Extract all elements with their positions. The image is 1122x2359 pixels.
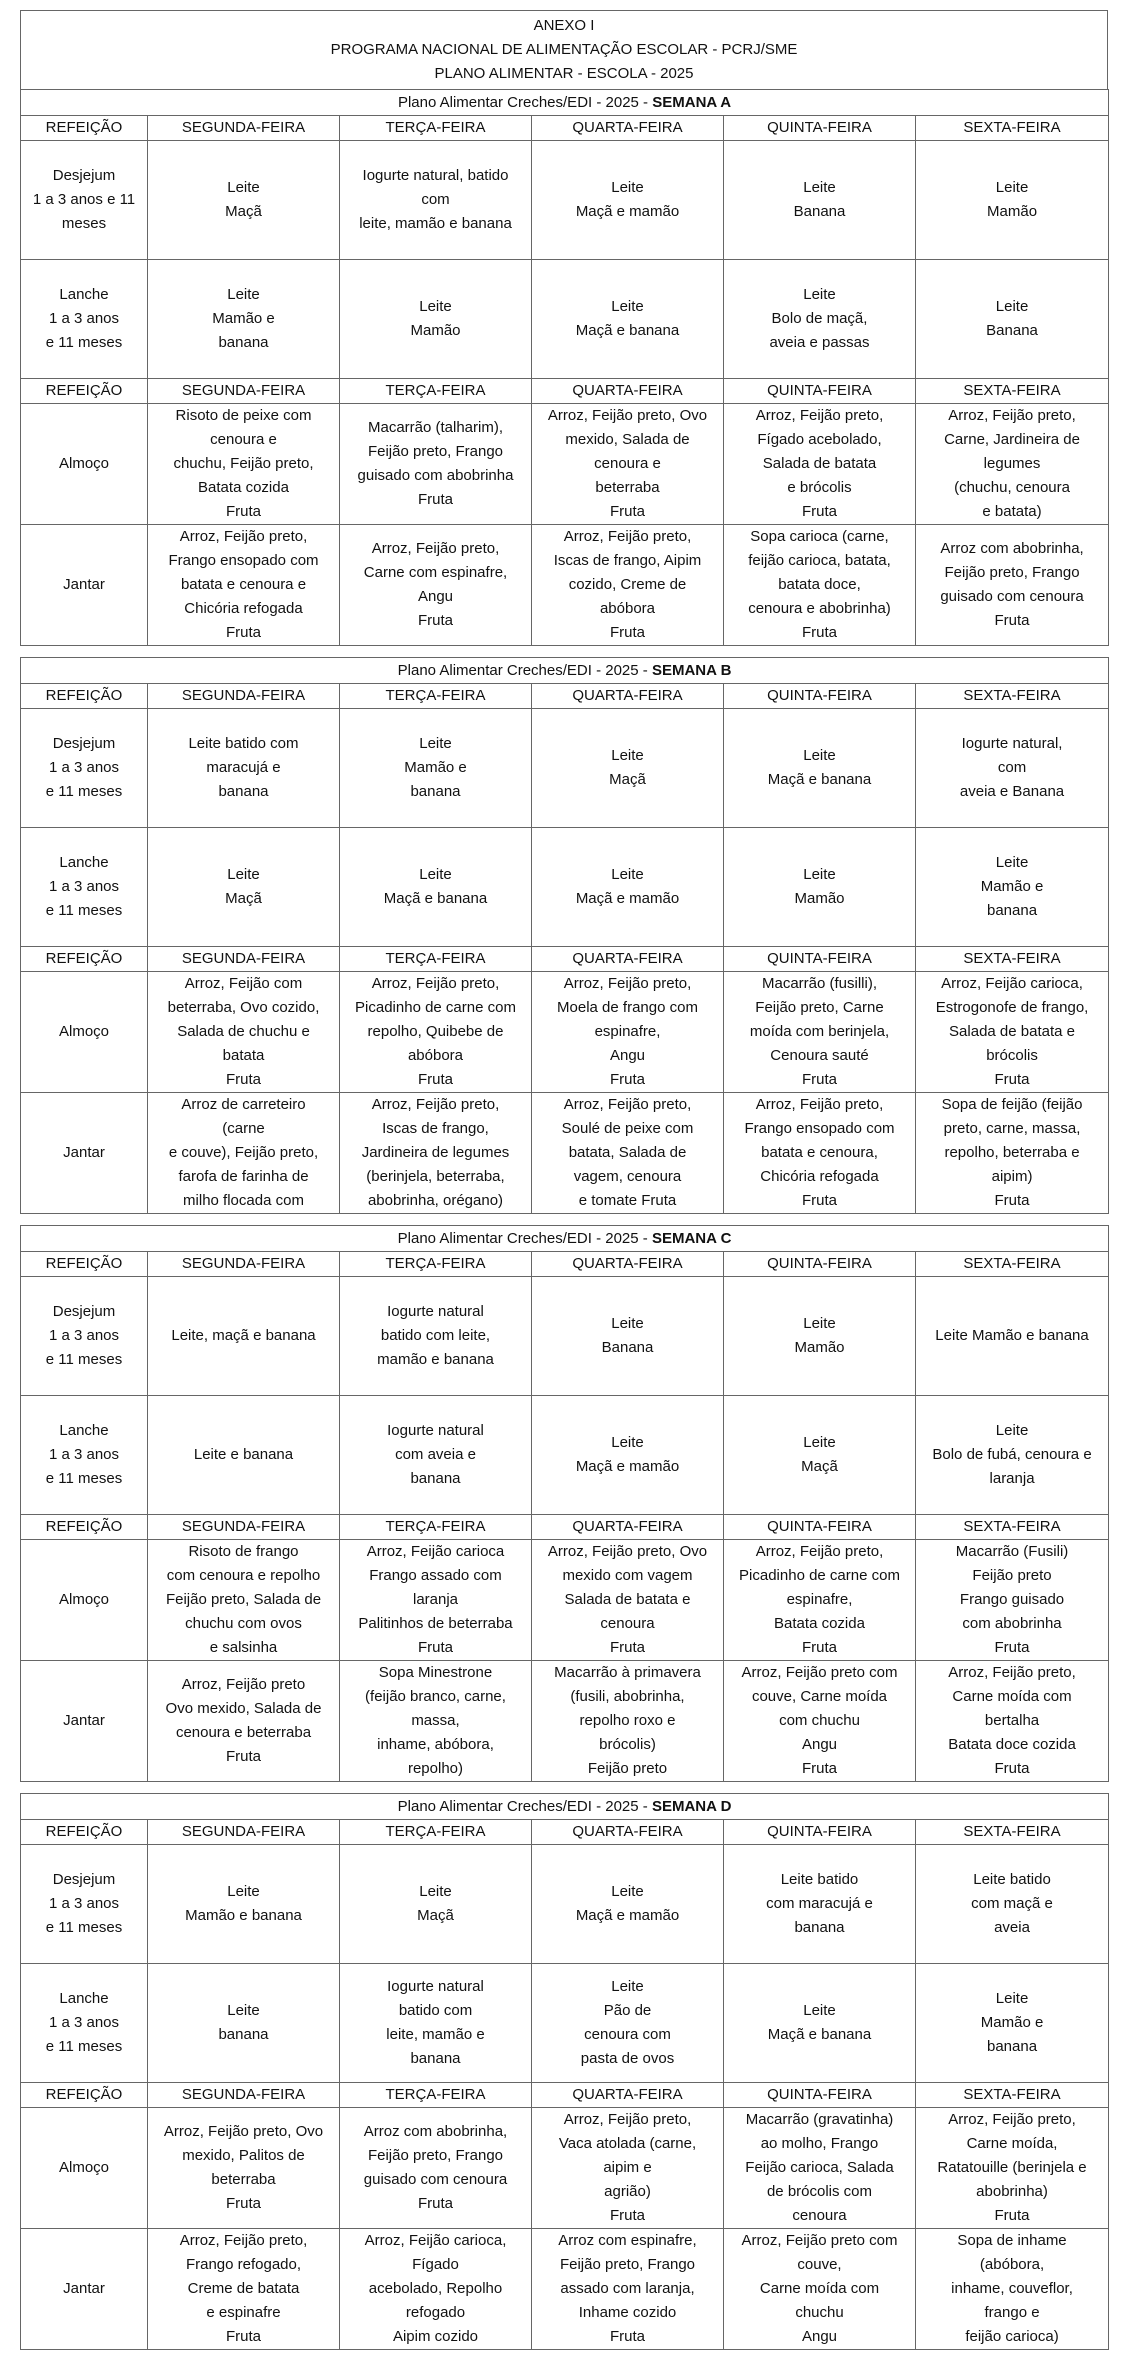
week-gap — [20, 646, 1108, 657]
meal-cell: Arroz, Feijão preto, Iscas de frango, Aipim cozido, Creme de abóbora Fruta — [532, 525, 724, 646]
column-header-refeicao: REFEIÇÃO — [21, 1252, 148, 1277]
meal-name: Desjejum 1 a 3 anos e 11 meses — [21, 1277, 148, 1396]
meal-cell: Arroz, Feijão preto, Ovo mexido, Palitos de beterraba Fruta — [148, 2108, 340, 2229]
week-title-row — [21, 658, 1109, 684]
column-header-refeicao: REFEIÇÃO — [21, 116, 148, 141]
meal-cell: Arroz, Feijão preto, Carne moída com bertalha Batata doce cozida Fruta — [916, 1661, 1109, 1782]
meal-name: Lanche 1 a 3 anos e 11 meses — [21, 828, 148, 947]
meal-cell: Sopa carioca (carne, feijão carioca, batata, batata doce, cenoura e abobrinha) Fruta — [724, 525, 916, 646]
column-header-day: QUARTA-FEIRA — [532, 1252, 724, 1277]
meal-cell: Macarrão (fusilli), Feijão preto, Carne moída com berinjela, Cenoura sauté Fruta — [724, 972, 916, 1093]
meal-name: Desjejum 1 a 3 anos e 11 meses — [21, 709, 148, 828]
column-header-day: SEGUNDA-FEIRA — [148, 684, 340, 709]
meal-name: Lanche 1 a 3 anos e 11 meses — [21, 1396, 148, 1515]
meal-cell: Leite Mamão — [724, 1277, 916, 1396]
meal-cell: Leite e banana — [148, 1396, 340, 1515]
column-header-day: SEXTA-FEIRA — [916, 684, 1109, 709]
meal-cell: Leite Bolo de maçã, aveia e passas — [724, 260, 916, 379]
meal-cell: Leite Mamão e banana — [916, 1964, 1109, 2083]
meal-row — [21, 1093, 1109, 1214]
meal-cell: Arroz, Feijão preto, Moela de frango com espinafre, Angu Fruta — [532, 972, 724, 1093]
meal-row — [21, 141, 1109, 260]
week-title-label: SEMANA B — [651, 662, 732, 679]
meal-row — [21, 709, 1109, 828]
column-header-day: TERÇA-FEIRA — [340, 947, 532, 972]
meal-cell: Leite banana — [148, 1964, 340, 2083]
meal-cell: Arroz, Feijão preto, Ovo mexido com vagem Salada de batata e cenoura Fruta — [532, 1540, 724, 1661]
meal-cell: Leite Banana — [532, 1277, 724, 1396]
column-header-day: QUINTA-FEIRA — [724, 1820, 916, 1845]
meal-cell: Leite Maçã — [532, 709, 724, 828]
week-title-row — [21, 90, 1109, 116]
meal-cell: Leite Mamão — [916, 141, 1109, 260]
column-header-day: QUINTA-FEIRA — [724, 379, 916, 404]
weeks-container — [20, 89, 1108, 2350]
meal-cell: Leite batido com maracujá e banana — [724, 1845, 916, 1964]
meal-cell: Leite Maçã e banana — [724, 1964, 916, 2083]
week-table — [20, 1793, 1109, 2350]
column-header-day: SEGUNDA-FEIRA — [148, 1820, 340, 1845]
meal-cell: Leite Maçã e mamão — [532, 141, 724, 260]
column-header-day: QUINTA-FEIRA — [724, 1252, 916, 1277]
meal-cell: Leite Maçã e mamão — [532, 1396, 724, 1515]
meal-cell: Leite Mamão e banana — [340, 709, 532, 828]
meal-cell: Arroz, Feijão preto, Carne moída, Ratatouille (berinjela e abobrinha) Fruta — [916, 2108, 1109, 2229]
meal-cell: Leite batido com maçã e aveia — [916, 1845, 1109, 1964]
meal-row — [21, 1396, 1109, 1515]
meal-name: Almoço — [21, 404, 148, 525]
meal-name: Desjejum 1 a 3 anos e 11 meses — [21, 141, 148, 260]
meal-cell: Arroz, Feijão preto Ovo mexido, Salada de cenoura e beterraba Fruta — [148, 1661, 340, 1782]
meal-cell: Leite, maçã e banana — [148, 1277, 340, 1396]
meal-cell: Arroz, Feijão preto, Picadinho de carne com espinafre, Batata cozida Fruta — [724, 1540, 916, 1661]
column-header-day: SEXTA-FEIRA — [916, 116, 1109, 141]
meal-name: Almoço — [21, 972, 148, 1093]
meal-row — [21, 2108, 1109, 2229]
meal-cell: Risoto de peixe com cenoura e chuchu, Feijão preto, Batata cozida Fruta — [148, 404, 340, 525]
column-header-day: SEGUNDA-FEIRA — [148, 2083, 340, 2108]
meal-cell: Iogurte natural batido com leite, mamão e banana — [340, 1277, 532, 1396]
meal-cell: Macarrão à primavera (fusili, abobrinha, repolho roxo e brócolis) Feijão preto — [532, 1661, 724, 1782]
meal-cell: Leite Maçã — [724, 1396, 916, 1515]
week-title — [21, 90, 1109, 116]
meal-cell: Arroz, Feijão preto, Frango refogado, Creme de batata e espinafre Fruta — [148, 2229, 340, 2350]
column-header-day: SEGUNDA-FEIRA — [148, 116, 340, 141]
meal-name: Jantar — [21, 1093, 148, 1214]
week-gap — [20, 1782, 1108, 1793]
week-title-label: SEMANA C — [651, 1230, 732, 1247]
week-table — [20, 657, 1109, 1214]
week-title-row — [21, 1226, 1109, 1252]
meal-cell: Leite Pão de cenoura com pasta de ovos — [532, 1964, 724, 2083]
meal-row — [21, 972, 1109, 1093]
week-title-prefix: Plano Alimentar Creches/EDI - 2025 - — [397, 94, 653, 111]
column-header-day: QUARTA-FEIRA — [532, 1515, 724, 1540]
meal-name: Jantar — [21, 2229, 148, 2350]
column-header-row — [21, 1515, 1109, 1540]
meal-cell: Leite Mamão — [340, 260, 532, 379]
meal-cell: Arroz de carreteiro (carne e couve), Feijão preto, farofa de farinha de milho flocada com — [148, 1093, 340, 1214]
meal-cell: Arroz, Feijão carioca Frango assado com laranja Palitinhos de beterraba Fruta — [340, 1540, 532, 1661]
meal-cell: Leite Mamão e banana — [148, 1845, 340, 1964]
column-header-day: TERÇA-FEIRA — [340, 379, 532, 404]
meal-cell: Arroz, Feijão preto com couve, Carne moída com chuchu Angu Fruta — [724, 1661, 916, 1782]
meal-cell: Sopa de inhame (abóbora, inhame, couveflor, frango e feijão carioca) — [916, 2229, 1109, 2350]
meal-cell: Leite Maçã — [340, 1845, 532, 1964]
column-header-day: QUARTA-FEIRA — [532, 379, 724, 404]
column-header-day: TERÇA-FEIRA — [340, 1252, 532, 1277]
document — [20, 10, 1108, 2350]
document-header — [20, 10, 1108, 89]
column-header-day: QUINTA-FEIRA — [724, 116, 916, 141]
meal-cell: Macarrão (talharim), Feijão preto, Frango guisado com abobrinha Fruta — [340, 404, 532, 525]
column-header-day: QUINTA-FEIRA — [724, 2083, 916, 2108]
meal-cell: Leite Maçã e mamão — [532, 828, 724, 947]
meal-cell: Leite Mamão e banana — [916, 1277, 1109, 1396]
week-title-prefix: Plano Alimentar Creches/EDI - 2025 - — [397, 1230, 652, 1247]
meal-cell: Leite Maçã — [148, 141, 340, 260]
column-header-row — [21, 116, 1109, 141]
meal-cell: Arroz, Feijão com beterraba, Ovo cozido, Salada de chuchu e batata Fruta — [148, 972, 340, 1093]
meal-name: Almoço — [21, 1540, 148, 1661]
meal-cell: Arroz, Feijão preto, Picadinho de carne com repolho, Quibebe de abóbora Fruta — [340, 972, 532, 1093]
column-header-day: SEGUNDA-FEIRA — [148, 1252, 340, 1277]
meal-name: Jantar — [21, 1661, 148, 1782]
meal-row — [21, 1540, 1109, 1661]
meal-cell: Leite Bolo de fubá, cenoura e laranja — [916, 1396, 1109, 1515]
meal-cell: Arroz, Feijão preto, Frango ensopado com batata e cenoura e Chicória refogada Fruta — [148, 525, 340, 646]
meal-cell: Arroz, Feijão preto, Carne com espinafre, Angu Fruta — [340, 525, 532, 646]
column-header-day: QUINTA-FEIRA — [724, 684, 916, 709]
meal-cell: Leite Banana — [916, 260, 1109, 379]
meal-cell: Leite Maçã e banana — [724, 709, 916, 828]
meal-row — [21, 260, 1109, 379]
meal-row — [21, 525, 1109, 646]
header-annex: ANEXO I — [533, 17, 595, 34]
column-header-day: TERÇA-FEIRA — [340, 1820, 532, 1845]
column-header-refeicao: REFEIÇÃO — [21, 379, 148, 404]
meal-cell: Macarrão (gravatinha) ao molho, Frango Feijão carioca, Salada de brócolis com cenoura — [724, 2108, 916, 2229]
meal-cell: Iogurte natural com aveia e banana — [340, 1396, 532, 1515]
week-title-label: SEMANA D — [651, 1798, 732, 1815]
meal-cell: Leite Maçã e banana — [340, 828, 532, 947]
meal-cell: Leite Mamão — [724, 828, 916, 947]
meal-cell: Arroz, Feijão preto, Frango ensopado com batata e cenoura, Chicória refogada Fruta — [724, 1093, 916, 1214]
column-header-day: QUINTA-FEIRA — [724, 947, 916, 972]
week-title — [21, 658, 1109, 684]
meal-cell: Arroz, Feijão preto, Vaca atolada (carne, aipim e agrião) Fruta — [532, 2108, 724, 2229]
meal-cell: Leite Maçã e mamão — [532, 1845, 724, 1964]
meal-cell: Iogurte natural batido com leite, mamão e banana — [340, 1964, 532, 2083]
column-header-day: SEXTA-FEIRA — [916, 1252, 1109, 1277]
column-header-day: TERÇA-FEIRA — [340, 2083, 532, 2108]
meal-cell: Arroz, Feijão carioca, Estrogonofe de frango, Salada de batata e brócolis Fruta — [916, 972, 1109, 1093]
meal-row — [21, 828, 1109, 947]
column-header-day: SEGUNDA-FEIRA — [148, 947, 340, 972]
meal-row — [21, 1277, 1109, 1396]
column-header-day: QUARTA-FEIRA — [532, 2083, 724, 2108]
meal-cell: Leite Banana — [724, 141, 916, 260]
meal-cell: Leite batido com maracujá e banana — [148, 709, 340, 828]
meal-cell: Arroz, Feijão preto com couve, Carne moída com chuchu Angu — [724, 2229, 916, 2350]
week-title — [21, 1794, 1109, 1820]
column-header-day: QUINTA-FEIRA — [724, 1515, 916, 1540]
column-header-day: SEXTA-FEIRA — [916, 1820, 1109, 1845]
meal-row — [21, 1661, 1109, 1782]
meal-cell: Iogurte natural, batido com leite, mamão e banana — [340, 141, 532, 260]
meal-cell: Arroz, Feijão preto, Fígado acebolado, Salada de batata e brócolis Fruta — [724, 404, 916, 525]
meal-cell: Arroz com abobrinha, Feijão preto, Frango guisado com cenoura Fruta — [340, 2108, 532, 2229]
week-table — [20, 89, 1109, 646]
column-header-refeicao: REFEIÇÃO — [21, 1515, 148, 1540]
header-program: PROGRAMA NACIONAL DE ALIMENTAÇÃO ESCOLAR - PCRJ/SME — [330, 41, 798, 58]
week-table — [20, 1225, 1109, 1782]
column-header-day: SEGUNDA-FEIRA — [148, 1515, 340, 1540]
column-header-day: SEXTA-FEIRA — [916, 2083, 1109, 2108]
meal-cell: Risoto de frango com cenoura e repolho Feijão preto, Salada de chuchu com ovos e salsinha — [148, 1540, 340, 1661]
meal-cell: Iogurte natural, com aveia e Banana — [916, 709, 1109, 828]
meal-cell: Arroz, Feijão preto, Carne, Jardineira de legumes (chuchu, cenoura e batata) — [916, 404, 1109, 525]
column-header-day: QUARTA-FEIRA — [532, 947, 724, 972]
meal-cell: Arroz, Feijão preto, Soulé de peixe com batata, Salada de vagem, cenoura e tomate Fruta — [532, 1093, 724, 1214]
meal-cell: Leite Maçã e banana — [532, 260, 724, 379]
meal-cell: Arroz, Feijão carioca, Fígado acebolado, Repolho refogado Aipim cozido — [340, 2229, 532, 2350]
week-title-row — [21, 1794, 1109, 1820]
column-header-day: SEXTA-FEIRA — [916, 379, 1109, 404]
meal-name: Jantar — [21, 525, 148, 646]
meal-row — [21, 2229, 1109, 2350]
column-header-row — [21, 1820, 1109, 1845]
column-header-refeicao: REFEIÇÃO — [21, 684, 148, 709]
week-gap — [20, 1214, 1108, 1225]
meal-cell: Arroz com espinafre, Feijão preto, Frango assado com laranja, Inhame cozido Fruta — [532, 2229, 724, 2350]
meal-row — [21, 404, 1109, 525]
meal-cell: Leite Maçã — [148, 828, 340, 947]
column-header-day: SEXTA-FEIRA — [916, 1515, 1109, 1540]
header-plan: PLANO ALIMENTAR - ESCOLA - 2025 — [434, 65, 694, 82]
meal-row — [21, 1964, 1109, 2083]
meal-cell: Sopa Minestrone (feijão branco, carne, massa, inhame, abóbora, repolho) — [340, 1661, 532, 1782]
meal-name: Almoço — [21, 2108, 148, 2229]
meal-row — [21, 1845, 1109, 1964]
meal-cell: Arroz, Feijão preto, Ovo mexido, Salada de cenoura e beterraba Fruta — [532, 404, 724, 525]
meal-cell: Arroz com abobrinha, Feijão preto, Frango guisado com cenoura Fruta — [916, 525, 1109, 646]
column-header-refeicao: REFEIÇÃO — [21, 2083, 148, 2108]
column-header-row — [21, 1252, 1109, 1277]
meal-name: Lanche 1 a 3 anos e 11 meses — [21, 260, 148, 379]
meal-cell: Leite Mamão e banana — [916, 828, 1109, 947]
column-header-day: TERÇA-FEIRA — [340, 684, 532, 709]
week-title-prefix: Plano Alimentar Creches/EDI - 2025 - — [397, 662, 652, 679]
column-header-row — [21, 684, 1109, 709]
column-header-day: QUARTA-FEIRA — [532, 684, 724, 709]
column-header-day: QUARTA-FEIRA — [532, 1820, 724, 1845]
meal-cell: Macarrão (Fusili) Feijão preto Frango guisado com abobrinha Fruta — [916, 1540, 1109, 1661]
meal-name: Lanche 1 a 3 anos e 11 meses — [21, 1964, 148, 2083]
column-header-day: QUARTA-FEIRA — [532, 116, 724, 141]
meal-name: Desjejum 1 a 3 anos e 11 meses — [21, 1845, 148, 1964]
meal-cell: Arroz, Feijão preto, Iscas de frango, Jardineira de legumes (berinjela, beterraba, abobrinha, orégano) — [340, 1093, 532, 1214]
column-header-day: TERÇA-FEIRA — [340, 1515, 532, 1540]
week-title-prefix: Plano Alimentar Creches/EDI - 2025 - — [397, 1798, 652, 1815]
column-header-day: TERÇA-FEIRA — [340, 116, 532, 141]
meal-cell: Leite Mamão e banana — [148, 260, 340, 379]
column-header-row — [21, 2083, 1109, 2108]
column-header-refeicao: REFEIÇÃO — [21, 947, 148, 972]
column-header-row — [21, 379, 1109, 404]
column-header-row — [21, 947, 1109, 972]
column-header-refeicao: REFEIÇÃO — [21, 1820, 148, 1845]
column-header-day: SEGUNDA-FEIRA — [148, 379, 340, 404]
meal-cell: Sopa de feijão (feijão preto, carne, massa, repolho, beterraba e aipim) Fruta — [916, 1093, 1109, 1214]
week-title-label: SEMANA A — [652, 94, 732, 111]
column-header-day: SEXTA-FEIRA — [916, 947, 1109, 972]
week-title — [21, 1226, 1109, 1252]
